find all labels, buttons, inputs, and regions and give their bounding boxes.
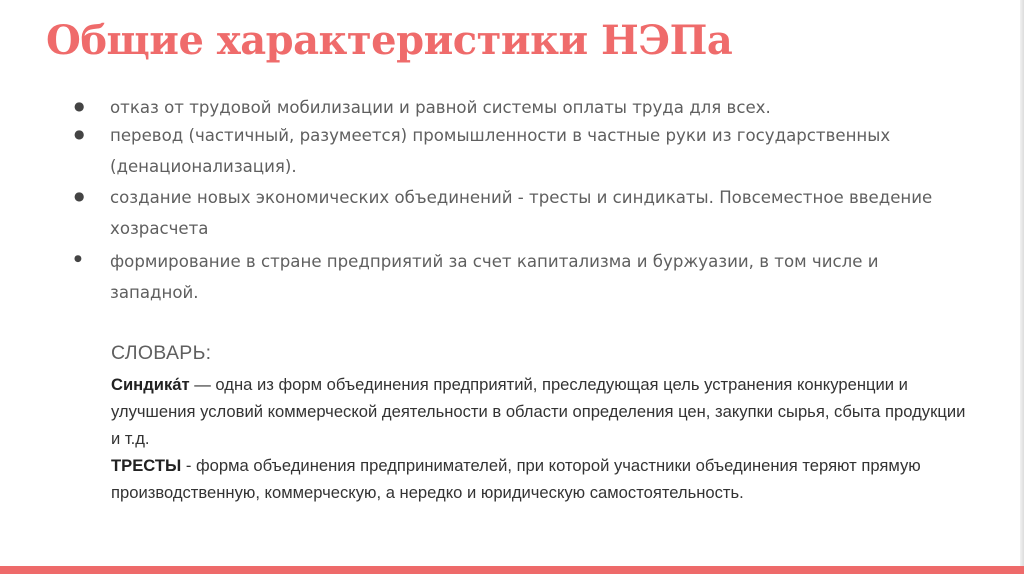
slide-right-edge xyxy=(1020,0,1024,574)
bullet-text: создание новых экономических объединений - тресты и синдикаты. Повсеместное введение хозрасчета xyxy=(110,188,933,238)
dictionary-heading: СЛОВАРЬ: xyxy=(111,342,212,364)
dictionary-definition: — одна из форм объединения предприятий, преследующая цель устранения конкуренции и улучшения условий коммерческой деятельности в области определения цен, закупки сырья, сбыта продукции и т.д. xyxy=(111,375,966,448)
dictionary-section xyxy=(111,342,971,506)
slide-title: Общие характеристики НЭПа xyxy=(46,17,733,64)
bullet-dot-icon: ● xyxy=(74,254,82,264)
bullet-dot-icon: ● xyxy=(74,189,85,203)
bullet-text: перевод (частичный, разумеется) промышленности в частные руки из государственных (денационализация). xyxy=(110,126,891,176)
dictionary-entry xyxy=(111,371,971,452)
dictionary-entry xyxy=(111,452,971,506)
bullet-text: формирование в стране предприятий за счет капитализма и буржуазии, в том числе и западной. xyxy=(110,252,879,302)
dictionary-term: Синдика́т xyxy=(111,375,190,394)
dictionary-term: ТРЕСТЫ xyxy=(111,456,182,475)
bullet-dot-icon: ● xyxy=(74,127,85,141)
bottom-accent-bar xyxy=(0,566,1024,574)
bullet-dot-icon: ● xyxy=(74,99,85,113)
dictionary-definition: - форма объединения предпринимателей, при которой участники объединения теряют прямую производственную, коммерческую, а нередко и юридическую самостоятельность. xyxy=(111,456,921,502)
bullet-text: отказ от трудовой мобилизации и равной системы оплаты труда для всех. xyxy=(110,98,771,117)
